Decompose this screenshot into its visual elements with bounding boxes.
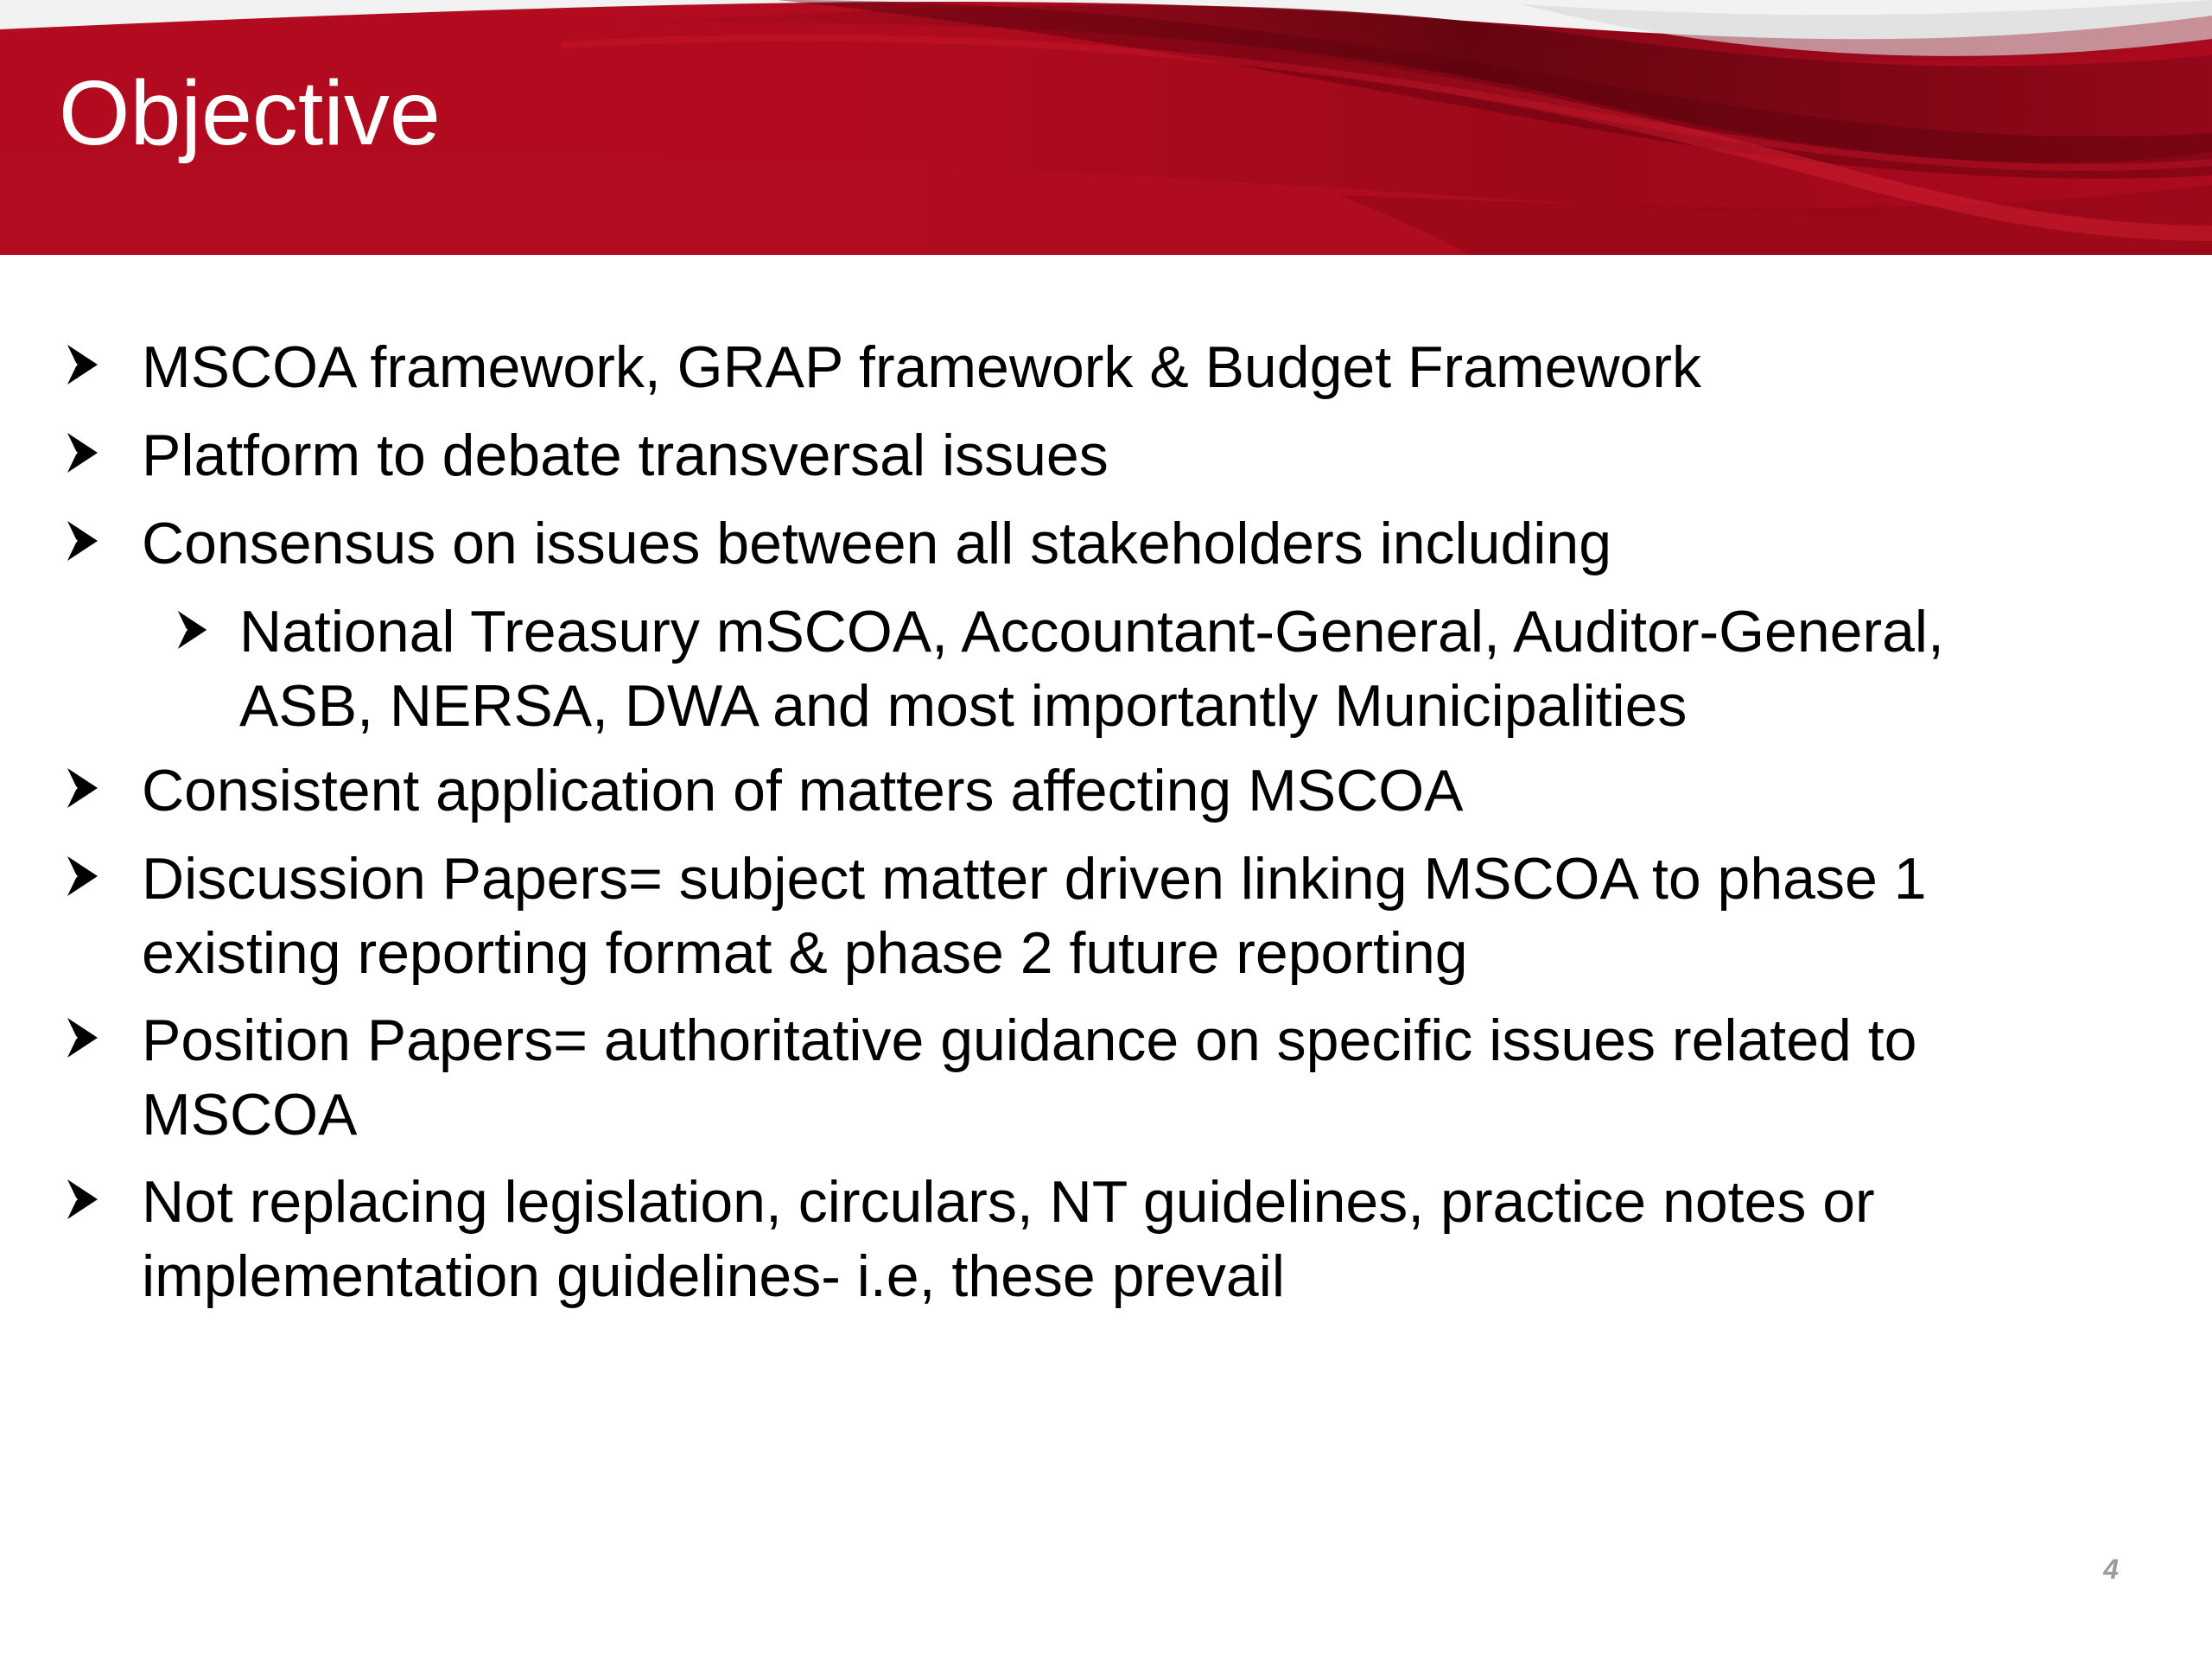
arrow-bullet-icon xyxy=(64,852,102,900)
page-number: 4 xyxy=(2103,1554,2119,1585)
bullet-text-line-1: Position Papers= authoritative guidance on specific issues related to xyxy=(142,1007,1917,1073)
arrow-bullet-icon xyxy=(175,607,211,653)
bullet-text-line-2: existing reporting format & phase 2 future reporting xyxy=(142,920,1468,986)
bullet-text-line-2: implementation guidelines- i.e, these prevail xyxy=(142,1243,1285,1309)
arrow-bullet-icon xyxy=(64,1175,102,1224)
bullet-text: MSCOA framework, GRAP framework & Budget Framework xyxy=(142,334,1702,400)
bullet-text-line-2: MSCOA xyxy=(142,1082,358,1147)
bullet-text-line-1: National Treasury mSCOA, Accountant-General, Auditor-General, xyxy=(239,599,1944,664)
arrow-bullet-icon xyxy=(64,517,102,565)
bullet-text: Platform to debate transversal issues xyxy=(142,423,1109,488)
arrow-bullet-icon xyxy=(64,1014,102,1062)
bullet-text-line-1: Not replacing legislation, circulars, NT guidelines, practice notes or xyxy=(142,1169,1875,1235)
arrow-bullet-icon xyxy=(64,764,102,812)
bullet-text: Consensus on issues between all stakeholders including xyxy=(142,511,1612,576)
bullet-text-line-1: Discussion Papers= subject matter driven linking MSCOA to phase 1 xyxy=(142,846,1927,912)
arrow-bullet-icon xyxy=(64,340,102,389)
slide-title: Objective xyxy=(59,62,441,164)
bullet-text-line-2: ASB, NERSA, DWA and most importantly Municipalities xyxy=(239,673,1688,739)
bullet-text: Consistent application of matters affecting MSCOA xyxy=(142,758,1464,823)
arrow-bullet-icon xyxy=(64,429,102,477)
